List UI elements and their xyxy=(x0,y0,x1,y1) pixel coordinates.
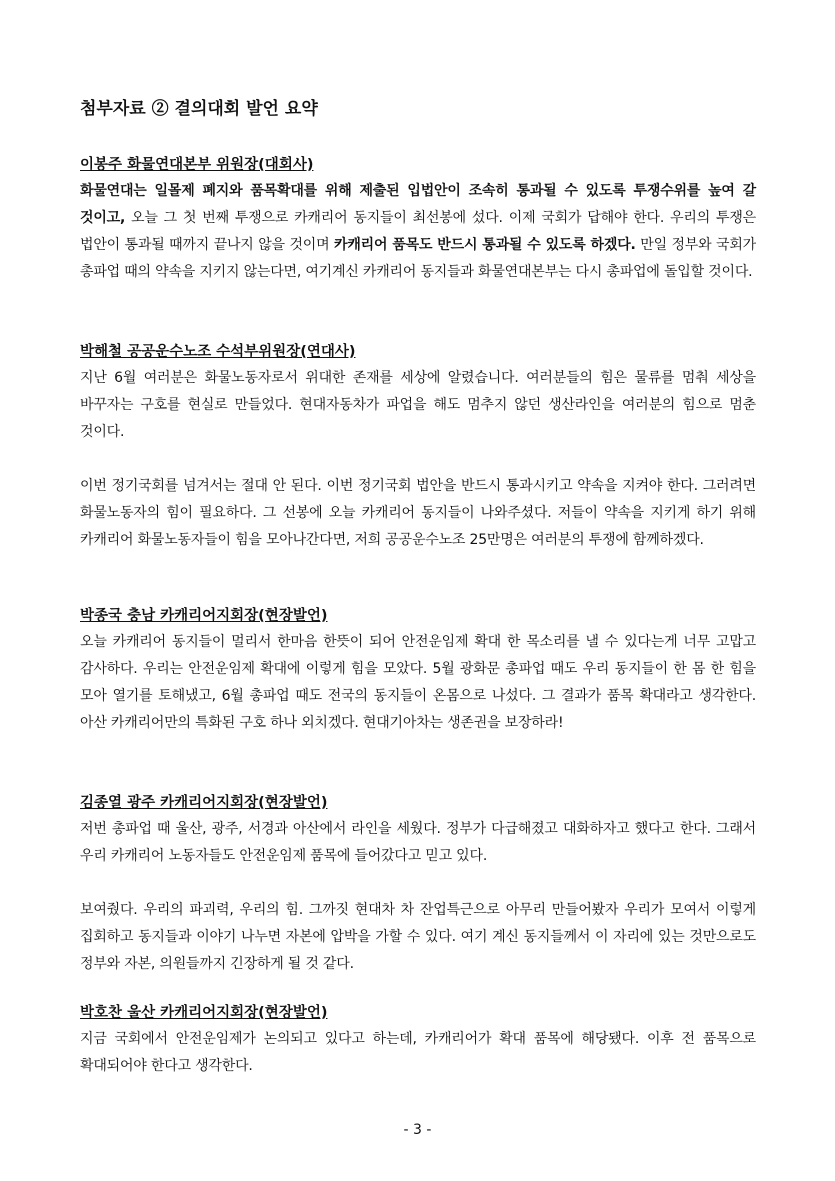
section-paragraph xyxy=(80,1026,756,1080)
text-run: 지금 국회에서 안전운임제가 논의되고 있다고 하는데, 카캐리어가 확대 품목에 해당됐다. 이후 전 품목으로 확대되어야 한다고 생각한다. xyxy=(80,1031,756,1074)
page-number: - 3 - xyxy=(403,1122,432,1138)
page-title: 첨부자료 ② 결의대회 발언 요약 xyxy=(80,99,318,119)
section-paragraph xyxy=(80,365,756,446)
section-lee-bongju xyxy=(80,152,756,286)
text-run: 보여줬다. 우리의 파괴력, 우리의 힘. 그까짓 현대차 차 잔업특근으로 아무리 만들어봤자 우리가 모여서 이렇게 집회하고 동지들과 이야기 나누면 자본에 압박을 가할 수 있다. 여기 계신 동지들께서 이 자리에 있는 것만으로도 정부와 자본, 의원들까지 긴장하게 될 것 같다. xyxy=(80,902,756,972)
text-run: 만일 정부와 국회가 총파업 때의 약속을 지키지 않는다면, 여기계신 카캐리어 동지들과 화물연대본부는 다시 총파업에 돌입할 것이다. xyxy=(80,237,756,280)
text-run: 화물연대는 일몰제 폐지와 품목확대를 위해 제출된 입법안이 조속히 통과될 수 있도록 투쟁수위를 높여 갈 것이고, xyxy=(80,183,756,226)
text-run: 이번 정기국회를 넘겨서는 절대 안 된다. 이번 정기국회 법안을 반드시 통과시키고 약속을 지켜야 한다. 그러려면 화물노동자의 힘이 필요하다. 그 선봉에 오늘 카캐리어 동지들이 나와주셨다. 저들이 약속을 지키게 하기 위해 카캐리어 화물노동자들이 힘을 모아나간다면, 저희 공공운수노조 25만명은 여러분의 투쟁에 함께하겠다. xyxy=(80,478,756,548)
section-heading: 김종열 광주 카캐리어지회장(현장발언) xyxy=(80,795,328,811)
section-kim-jongyeol xyxy=(80,790,756,978)
text-run: 지난 6월 여러분은 화물노동자로서 위대한 존재를 세상에 알렸습니다. 여러분들의 힘은 물류를 멈춰 세상을 바꾸자는 구호를 현실로 만들었다. 현대자동차가 파업을 해도 멈추지 않던 생산라인을 여러분의 힘으로 멈춘 것이다. xyxy=(80,370,756,440)
text-run: 저번 총파업 때 울산, 광주, 서경과 아산에서 라인을 세웠다. 정부가 다급해졌고 대화하자고 했다고 한다. 그래서 우리 카캐리어 노동자들도 안전운임제 품목에 들어갔다고 믿고 있다. xyxy=(80,821,756,864)
section-park-haecheol xyxy=(80,339,756,554)
section-paragraph xyxy=(80,473,756,554)
text-run: 오늘 카캐리어 동지들이 멀리서 한마음 한뜻이 되어 안전운임제 확대 한 목소리를 낼 수 있다는게 너무 고맙고 감사하다. 우리는 안전운임제 확대에 이렇게 힘을 모았다. 5월 광화문 총파업 때도 우리 동지들이 한 몸 한 힘을 모아 열기를 토해냈고, 6월 총파업 때도 전국의 동지들이 온몸으로 나섰다. 그 결과가 품목 확대라고 생각한다. 아산 카캐리어만의 특화된 구호 하나 외치겠다. 현대기아차는 생존권을 보장하라! xyxy=(80,634,756,731)
section-heading: 박호찬 울산 카캐리어지회장(현장발언) xyxy=(80,1005,328,1021)
section-paragraph xyxy=(80,897,756,978)
section-heading: 이봉주 화물연대본부 위원장(대회사) xyxy=(80,157,314,173)
section-paragraph xyxy=(80,629,756,737)
text-run: 카캐리어 품목도 반드시 통과될 수 있도록 하겠다. xyxy=(334,237,636,253)
section-paragraph xyxy=(80,178,756,286)
section-park-jongguk xyxy=(80,603,756,737)
section-paragraph xyxy=(80,816,756,870)
section-park-hochan xyxy=(80,1000,756,1080)
section-heading: 박해철 공공운수노조 수석부위원장(연대사) xyxy=(80,344,356,360)
section-heading: 박종국 충남 카캐리어지회장(현장발언) xyxy=(80,608,328,624)
text-run: 오늘 그 첫 번째 투쟁으로 카캐리어 동지들이 최선봉에 섰다. 이제 국회가 답해야 한다. 우리의 투쟁은 법안이 통과될 때까지 끝나지 않을 것이며 xyxy=(80,210,756,253)
